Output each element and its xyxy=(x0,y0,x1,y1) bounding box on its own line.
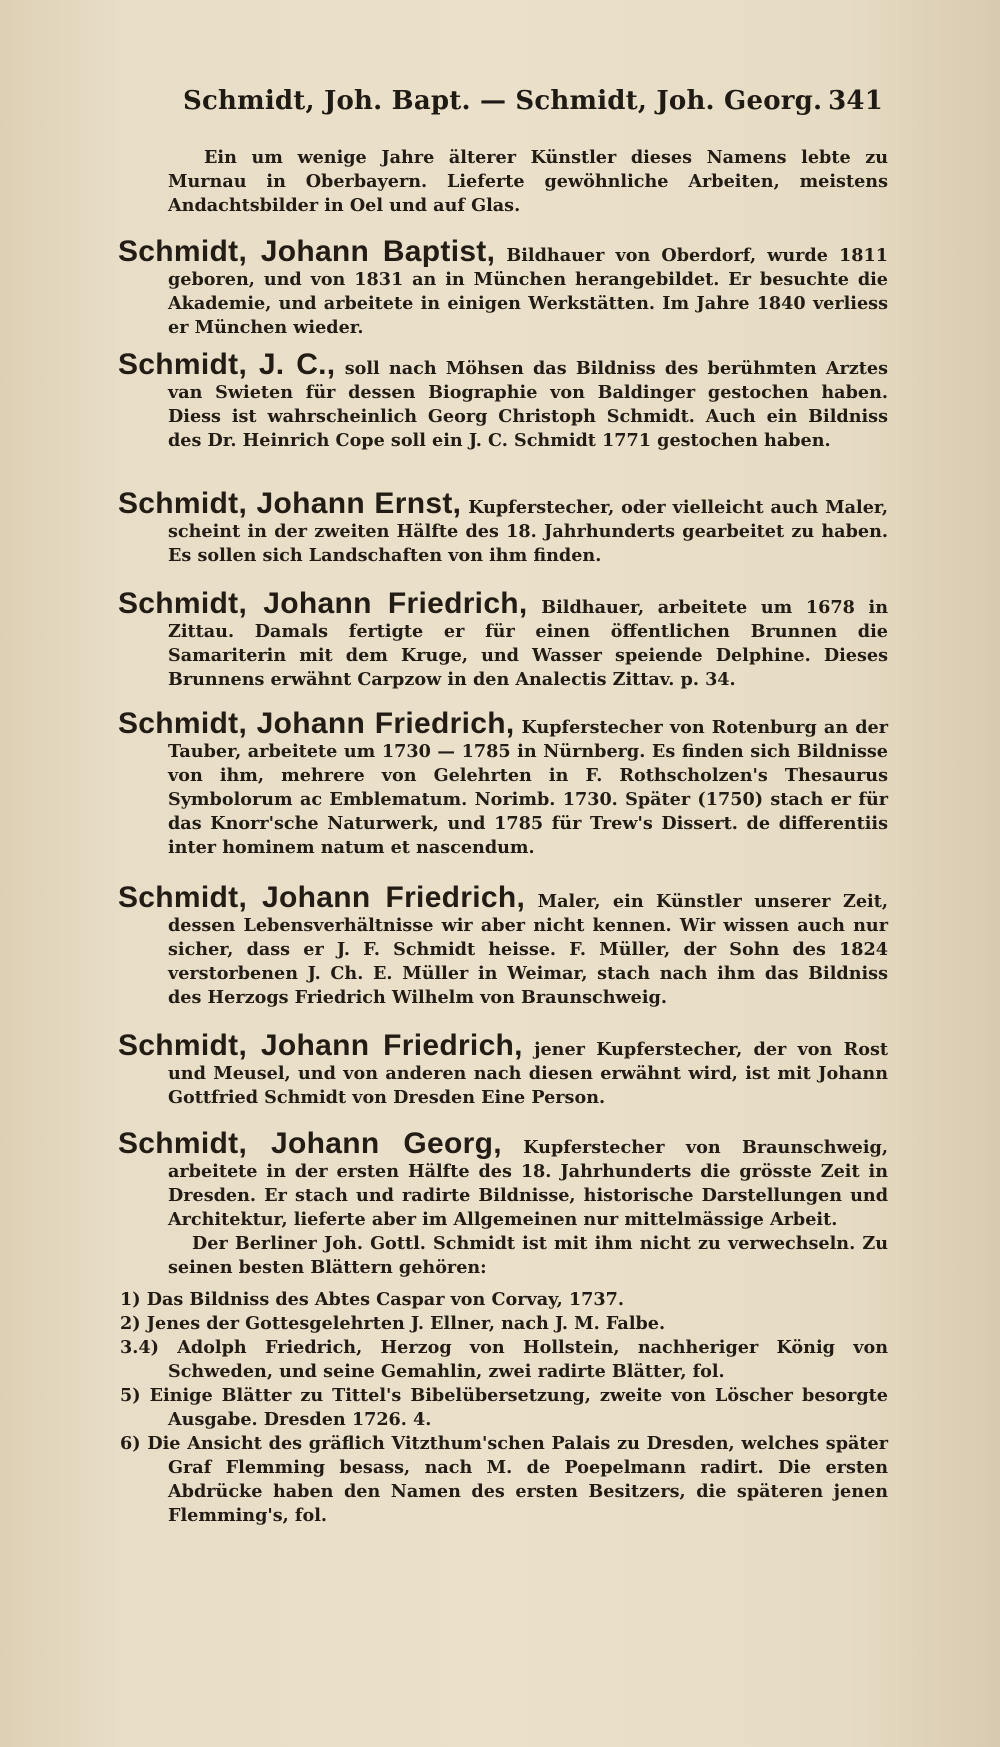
entry-text: Ein um wenige Jahre älterer Künstler dieses Namens lebte zu Murnau in Oberbayern. Lieferte gewöhnliche Arbeiten, meistens Andachtsbilder in Oel und auf Glas. xyxy=(168,147,888,216)
works-list xyxy=(120,1288,888,1528)
entry-johann-friedrich-3 xyxy=(118,881,888,1010)
entry-johann-friedrich-4 xyxy=(118,1029,888,1110)
entry-johann-georg xyxy=(118,1127,888,1528)
entry-text: jener Kupferstecher, der von Rost und Meusel, und von anderen nach diesen erwähnt wird, ist mit Johann Gottfried Schmidt von Dresden Eine Person. xyxy=(168,1039,888,1108)
entry-text: Kupferstecher von Braunschweig, arbeitete in der ersten Hälfte des 18. Jahrhunderts die grösste Zeit in Dresden. Er stach und radirte Bildnisse, historische Darstellungen und Architektur, lieferte aber im Allgemeinen nur mittelmässige Arbeit. xyxy=(168,1137,888,1230)
entry-text: Kupferstecher, oder vielleicht auch Maler, scheint in der zweiten Hälfte des 18. Jahrhunderts gearbeitet zu haben. Es sollen sich Landschaften von ihm finden. xyxy=(168,497,888,566)
entry-johann-friedrich-2 xyxy=(118,707,888,860)
entry-name: Schmidt, Johann Friedrich, xyxy=(118,1029,523,1062)
entry-name: Schmidt, Johann Baptist, xyxy=(118,235,496,268)
list-item: 6) Die Ansicht des gräflich Vitzthum'schen Palais zu Dresden, welches später Graf Flemming besass, nach M. de Poepelmann radirt. Die ersten Abdrücke haben den Namen des ersten Besitzers, die späteren jenen Flemming's, fol. xyxy=(120,1433,888,1526)
entry-text: soll nach Möhsen das Bildniss des berühmten Arztes van Swieten für dessen Biographie von Baldinger gestochen haben. Diess ist wahrscheinlich Georg Christoph Schmidt. Auch ein Bildniss des Dr. Heinrich Cope soll ein J. C. Schmidt 1771 gestochen haben. xyxy=(168,358,888,451)
entry-continuation xyxy=(120,146,888,218)
entry-text: Bildhauer, arbeitete um 1678 in Zittau. Damals fertigte er für einen öffentlichen Brunnen die Samariterin mit dem Kruge, und Wasser speiende Delphine. Dieses Brunnens erwähnt Carpzow in den Analectis Zittav. p. 34. xyxy=(168,597,888,690)
list-item: 1) Das Bildniss des Abtes Caspar von Corvay, 1737. xyxy=(120,1289,624,1310)
entry-j-c xyxy=(118,348,888,453)
entry-name: Schmidt, J. C., xyxy=(118,348,336,381)
entry-name: Schmidt, Johann Ernst, xyxy=(118,487,462,520)
entry-name: Schmidt, Johann Georg, xyxy=(118,1127,502,1160)
list-item: 2) Jenes der Gottesgelehrten J. Ellner, nach J. M. Falbe. xyxy=(120,1313,666,1334)
running-header xyxy=(183,86,883,116)
list-item: 3.4) Adolph Friedrich, Herzog von Hollstein, nachheriger König von Schweden, und seine Gemahlin, zwei radirte Blätter, fol. xyxy=(120,1337,888,1382)
entry-johann-baptist xyxy=(118,235,888,340)
entry-johann-friedrich-1 xyxy=(118,587,888,692)
entry-text: Kupferstecher von Rotenburg an der Tauber, arbeitete um 1730 — 1785 in Nürnberg. Es finden sich Bildnisse von ihm, mehrere von Gelehrten in F. Rothscholzen's Thesaurus Symbolorum ac Emblematum. Norimb. 1730. Später (1750) stach er für das Knorr'sche Naturwerk, und 1785 für Trew's Dissert. de differentiis inter hominem natum et nascendum. xyxy=(168,717,888,858)
entry-text: Maler, ein Künstler unserer Zeit, dessen Lebensverhältnisse wir aber nicht kennen. Wir wissen auch nur sicher, dass er J. F. Schmidt heisse. F. Müller, der Sohn des 1824 verstorbenen J. Ch. E. Müller in Weimar, stach nach ihm das Bildniss des Herzogs Friedrich Wilhelm von Braunschweig. xyxy=(168,891,888,1008)
header-title: Schmidt, Joh. Bapt. — Schmidt, Joh. Georg. xyxy=(183,86,823,116)
list-item: 5) Einige Blätter zu Tittel's Bibelübersetzung, zweite von Löscher besorgte Ausgabe. Dresden 1726. 4. xyxy=(120,1385,888,1430)
page-number: 341 xyxy=(828,86,883,116)
entry-text: Bildhauer von Oberdorf, wurde 1811 geboren, und von 1831 an in München herangebildet. Er besuchte die Akademie, und arbeitete in einigen Werkstätten. Im Jahre 1840 verliess er München wieder. xyxy=(168,245,888,338)
entry-name: Schmidt, Johann Friedrich, xyxy=(118,881,526,914)
entry-name: Schmidt, Johann Friedrich, xyxy=(118,707,515,740)
entry-johann-ernst xyxy=(118,487,888,568)
entry-text-2: Der Berliner Joh. Gottl. Schmidt ist mit ihm nicht zu verwechseln. Zu seinen besten Blättern gehören: xyxy=(168,1233,888,1278)
entry-name: Schmidt, Johann Friedrich, xyxy=(118,587,528,620)
